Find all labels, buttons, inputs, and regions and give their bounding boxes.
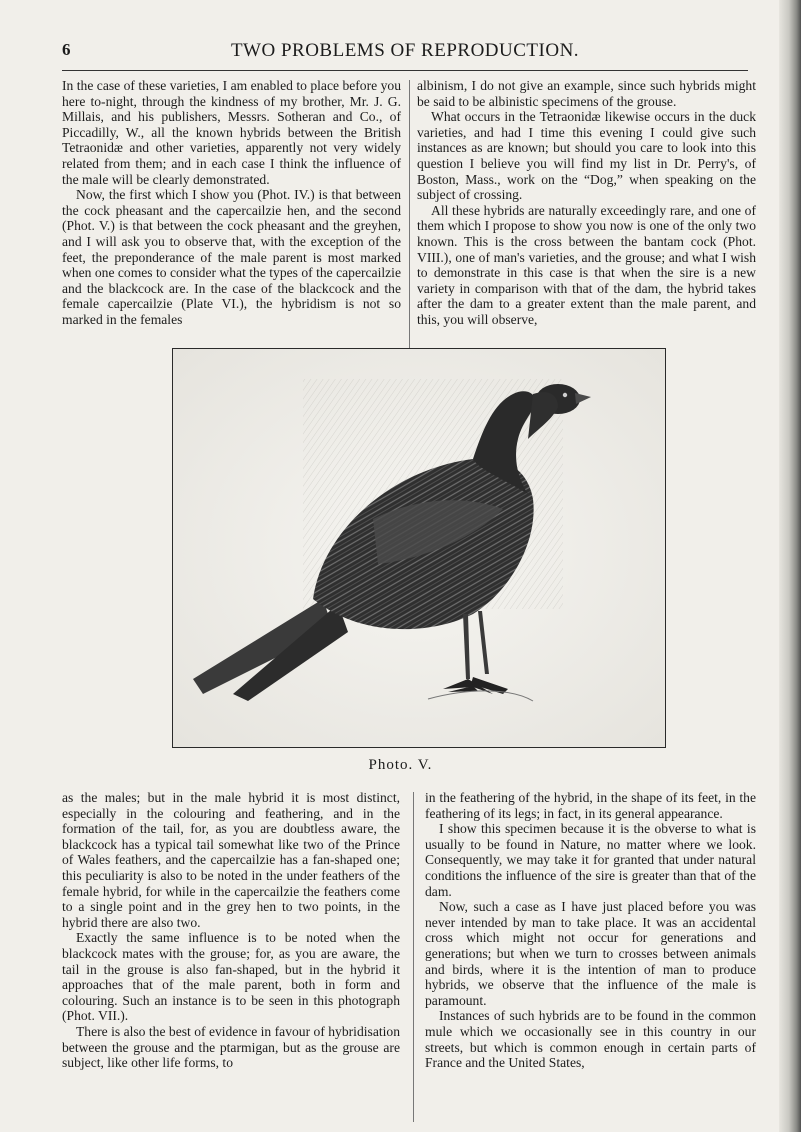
column-top-left (62, 78, 401, 328)
paragraph: What occurs in the Tetraonidæ likewise occurs in the duck varieties, and had I time this evening I could give such instances as are known; but should you care to look into this question I believe you will find my list in Dr. Perry's, of Boston, Mass., work on the “Dog,” when speaking on the subject of crossing. (417, 109, 756, 203)
photo-plate (172, 348, 666, 748)
paragraph: There is also the best of evidence in favour of hybridisation between the grouse and the ptarmigan, but as the grouse are subject, like other life forms, to (62, 1023, 400, 1071)
column-divider (409, 80, 410, 360)
page-edge-shadow (779, 0, 801, 1132)
photo-caption: Photo. V. (368, 757, 433, 773)
column-top-right (417, 78, 756, 328)
paragraph: I show this specimen because it is the obverse to what is usually to be found in Nature, no matter where we look. Consequently, we may take it for granted that under natural conditions the influence of the sire is greater than that of the dam. (425, 821, 756, 899)
page-header (62, 40, 748, 71)
paragraph: Instances of such hybrids are to be found in the common mule which we occasionally see in this country in our streets, but which is common enough in certain parts of France and the United States, (425, 1008, 756, 1071)
paragraph: in the feathering of the hybrid, in the shape of its feet, in the feathering of its legs; in fact, in its general appearance. (425, 790, 756, 821)
paragraph: Now, the first which I show you (Phot. IV.) is that between the cock pheasant and the capercailzie hen, and the second (Phot. V.) is that between the cock pheasant and the greyhen, and I will ask you to observe that, with the exception of the feet, the preponderance of the male parent is most marked when one comes to consider what the types of the capercailzie and the blackcock are. In the case of the blackcock and the female capercailzie (Plate VI.), the hybridism is not so marked in the females (62, 187, 401, 327)
page-number: 6 (62, 40, 71, 59)
paragraph: as the males; but in the male hybrid it is most distinct, especially in the colouring and feathering, and in the formation of the tail, for, as you are doubtless aware, the blackcock has a typical tail somewhat like two of the Prince of Wales feathers, and the capercailzie has a fan-shaped one; this peculiarity is also to be noted in the under feathers of the female hybrid, for while in the capercailzie the feathers come to a single point and in the grey hen to two points, in the hybrid there are also two. (62, 790, 400, 930)
paragraph: In the case of these varieties, I am enabled to place before you here to-night, through the kindness of my brother, Mr. J. G. Millais, and his publishers, Messrs. Sotheran and Co., of Piccadilly, W., all the known hybrids between the British Tetraonidæ and other varieties, apparently not very widely related from them; and in each case I think the influence of the male will be clearly demonstrated. (62, 78, 401, 187)
running-head: TWO PROBLEMS OF REPRODUCTION. (230, 40, 580, 61)
column-divider (413, 792, 414, 1122)
paragraph: Now, such a case as I have just placed before you was never intended by man to take place. It was an accidental cross which might not occur for generations and generations; but when we turn to crosses between animals and birds, where it is the intention of man to produce hybrids, we observe that the influence of the male is paramount. (425, 899, 756, 1008)
paragraph: albinism, I do not give an example, since such hybrids might be said to be albinistic specimens of the grouse. (417, 78, 756, 109)
paragraph: All these hybrids are naturally exceedingly rare, and one of them which I propose to show you now is one of the only two known. This is the cross between the bantam cock (Phot. VIII.), one of man's varieties, and the grouse; and what I wish to demonstrate in this case is that when the sire is a new variety in comparison with that of the dam, the hybrid takes after the dam to a greater extent than the male parent, and this, you will observe, (417, 202, 756, 327)
column-bottom-right (425, 790, 756, 1071)
hybrid-bird-photograph (173, 349, 665, 747)
paragraph: Exactly the same influence is to be noted when the blackcock mates with the grouse; for, as you are aware, the tail in the grouse is also fan-shaped, but in the hybrid it approaches that of the male parent, both in form and colouring. Such an instance is to be seen in this photograph (Phot. VII.). (62, 930, 400, 1024)
column-bottom-left (62, 790, 400, 1071)
